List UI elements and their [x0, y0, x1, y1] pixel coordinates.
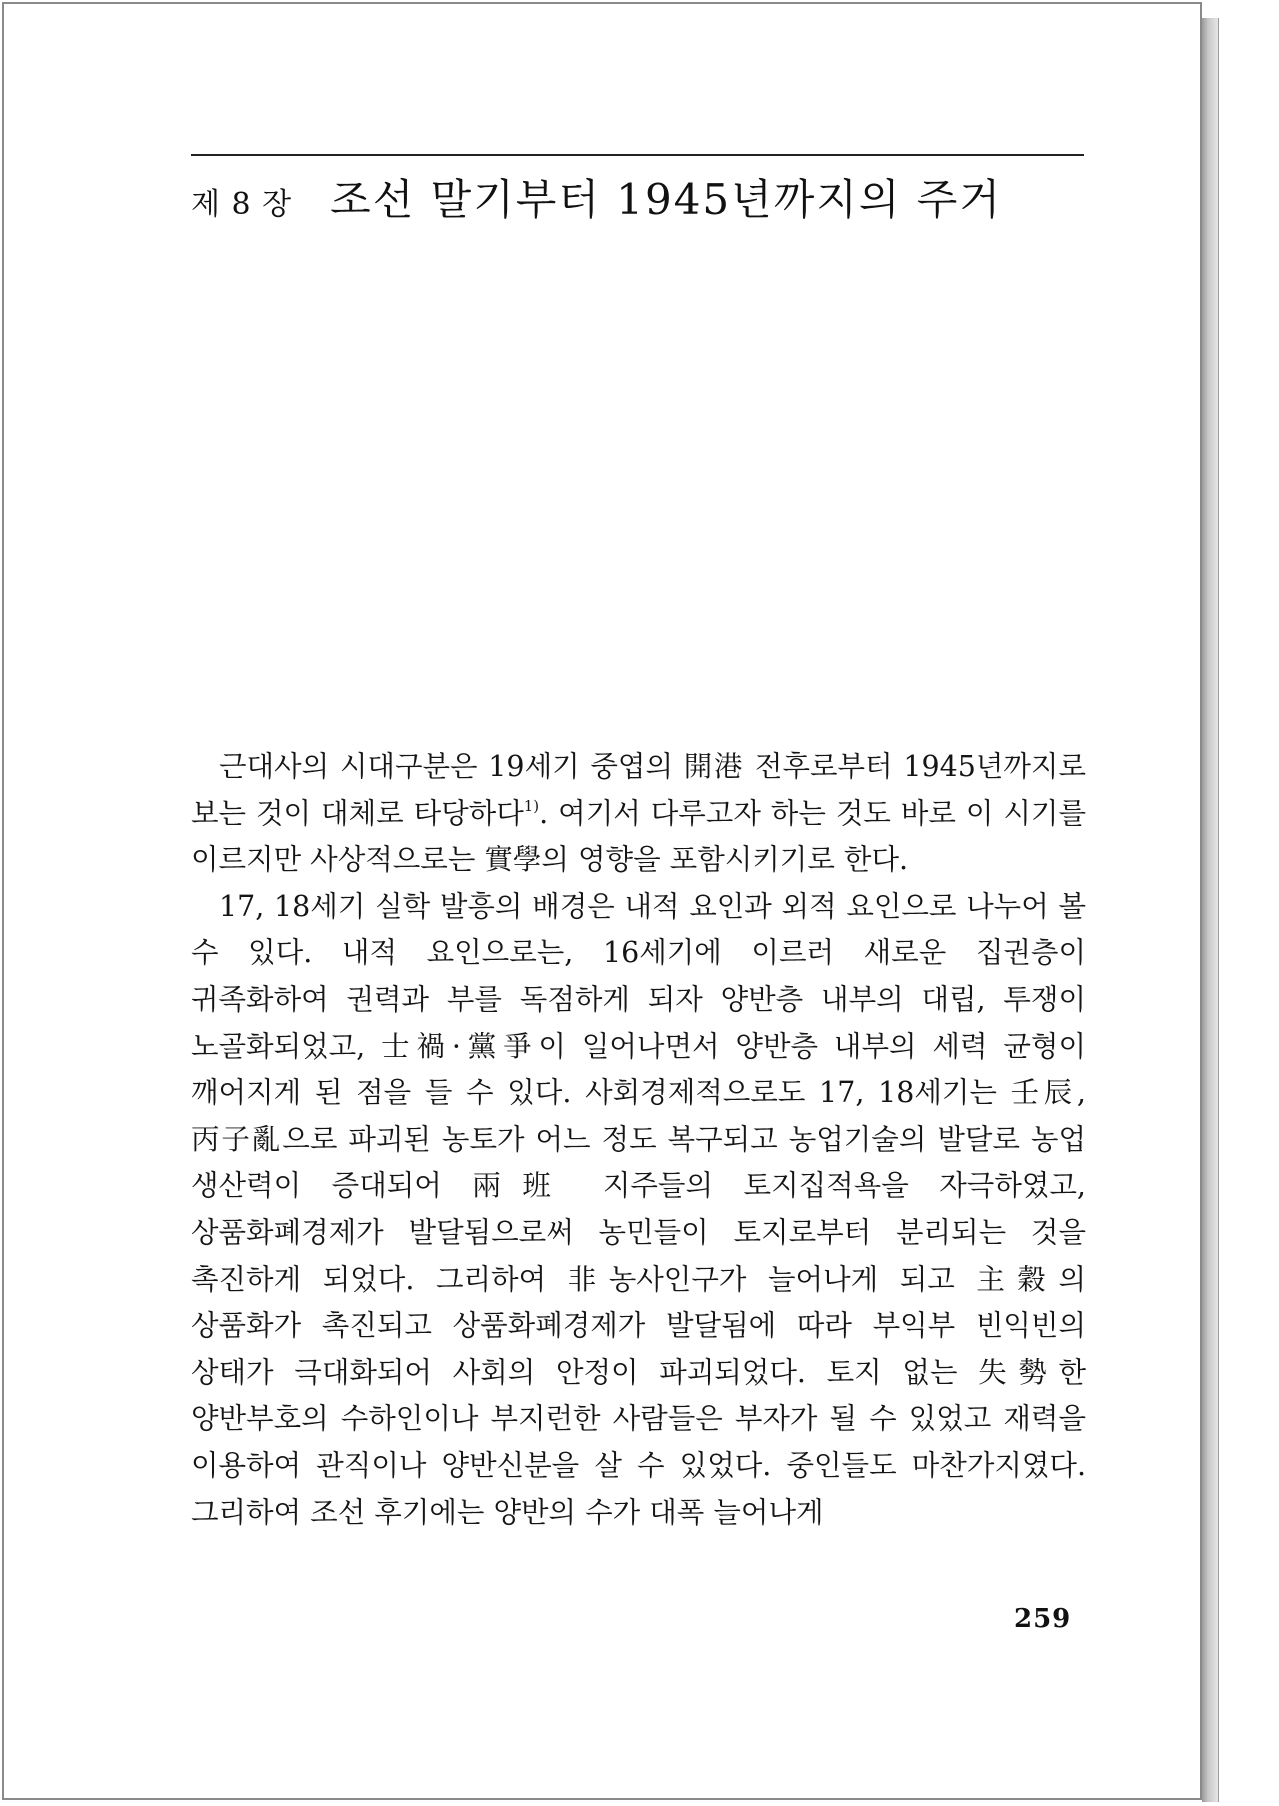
- paragraph-1-text-b: . 여기서 다루고자 하는 것도 바로 이 시기를 이르지만 사상적으로는 實學의 영향을 포함시키기로 한다.: [191, 796, 1086, 877]
- book-page: [2, 2, 1202, 1800]
- body-text: [191, 744, 1086, 1536]
- footnote-reference[interactable]: 1): [523, 796, 540, 815]
- paragraph-1: [191, 744, 1086, 884]
- page-edge-shadow: [1202, 18, 1219, 1802]
- chapter-heading: [191, 167, 1084, 227]
- chapter-number: 제 8 장: [191, 187, 293, 222]
- paragraph-1-text-a: 근대사의 시대구분은 19세기 중엽의 開港 전후로부터 1945년까지로 보는 것이 대체로 타당하다: [191, 750, 1086, 830]
- chapter-heading-rule: [191, 154, 1084, 156]
- chapter-title: 조선 말기부터 1945년까지의 주거: [330, 175, 1002, 224]
- paragraph-2: 17, 18세기 실학 발흥의 배경은 내적 요인과 외적 요인으로 나누어 볼 수 있다. 내적 요인으로는, 16세기에 이르러 새로운 집권층이 귀족화하여 권력과 부를 독점하게 되자 양반층 내부의 대립, 투쟁이 노골화되었고, 士禍·黨爭이 일어나면서 양반층 내부의 세력 균형이 깨어지게 된 점을 들 수 있다. 사회경제적으로도 17, 18세기는 壬辰,丙子亂으로 파괴된 농토가 어느 정도 복구되고 농업기술의 발달로 농업 생산력이 증대되어 兩班 지주들의 토지집적욕을 자극하였고, 상품화폐경제가 발달됨으로써 농민들이 토지로부터 분리되는 것을 촉진하게 되었다. 그리하여 非농사인구가 늘어나게 되고 主穀의 상품화가 촉진되고 상품화폐경제가 발달됨에 따라 부익부 빈익빈의 상태가 극대화되어 사회의 안정이 파괴되었다. 토지 없는 失勢한 양반부호의 수하인이나 부지런한 사람들은 부자가 될 수 있었고 재력을 이용하여 관직이나 양반신분을 살 수 있었다. 중인들도 마찬가지였다. 그리하여 조선 후기에는 양반의 수가 대폭 늘어나게: [191, 889, 1086, 1529]
- page-number: 259: [1014, 1604, 1072, 1634]
